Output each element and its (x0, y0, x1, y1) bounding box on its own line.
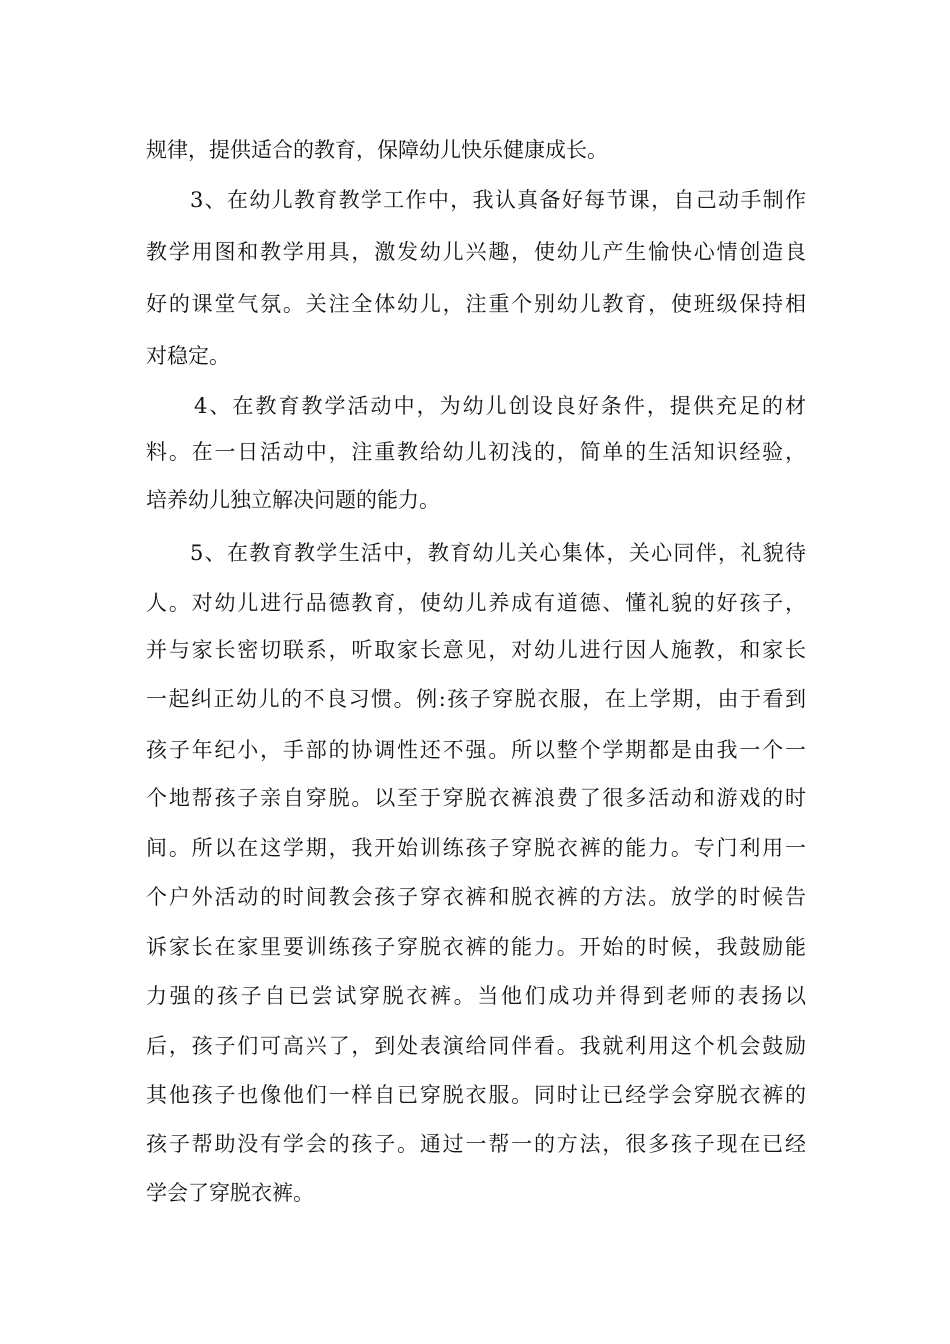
text-line: 间。所以在这学期，我开始训练孩子穿脱衣裤的能力。专门利用一 (146, 836, 806, 860)
text-line: 个户外活动的时间教会孩子穿衣裤和脱衣裤的方法。放学的时候告 (146, 885, 806, 909)
text-line: 孩子帮助没有学会的孩子。通过一帮一的方法，很多孩子现在已经 (146, 1132, 806, 1156)
text-line: 力强的孩子自已尝试穿脱衣裤。当他们成功并得到老师的表扬以 (146, 984, 806, 1008)
text-line: 其他孩子也像他们一样自已穿脱衣服。同时让已经学会穿脱衣裤的 (146, 1083, 806, 1107)
text-line: 好的课堂气氛。关注全体幼儿，注重个别幼儿教育，使班级保持相 (146, 292, 806, 316)
text-line: 个地帮孩子亲自穿脱。以至于穿脱衣裤浪费了很多活动和游戏的时 (146, 786, 806, 810)
text-line: 培养幼儿独立解决问题的能力。 (146, 488, 440, 512)
text-line: 料。在一日活动中，注重教给幼儿初浅的，简单的生活知识经验， (146, 440, 806, 464)
text-line: 并与家长密切联系，听取家长意见，对幼儿进行因人施教，和家长 (146, 638, 806, 662)
paragraph-5-line: 5、在教育教学生活中，教育幼儿关心集体，关心同伴，礼貌待 (190, 541, 806, 565)
text-line: 孩子年纪小，手部的协调性还不强。所以整个学期都是由我一个一 (146, 738, 806, 762)
paragraph-3-line: 3、在幼儿教育教学工作中，我认真备好每节课，自己动手制作 (190, 188, 806, 212)
text-line: 教学用图和教学用具，激发幼儿兴趣，使幼儿产生愉快心情创造良 (146, 240, 806, 264)
text-line: 诉家长在家里要训练孩子穿脱衣裤的能力。开始的时候，我鼓励能 (146, 935, 806, 959)
text-line: 人。对幼儿进行品德教育，使幼儿养成有道德、懂礼貌的好孩子， (146, 591, 806, 615)
paragraph-4-line: 4、在教育教学活动中，为幼儿创设良好条件，提供充足的材 (194, 394, 806, 418)
text-line: 对稳定。 (146, 344, 230, 368)
text-line: 学会了穿脱衣裤。 (146, 1181, 314, 1205)
text-line: 一起纠正幼儿的不良习惯。例:孩子穿脱衣服，在上学期，由于看到 (146, 687, 806, 711)
text-line: 规律，提供适合的教育，保障幼儿快乐健康成长。 (146, 138, 608, 162)
text-line: 后，孩子们可高兴了，到处表演给同伴看。我就利用这个机会鼓励 (146, 1034, 806, 1058)
